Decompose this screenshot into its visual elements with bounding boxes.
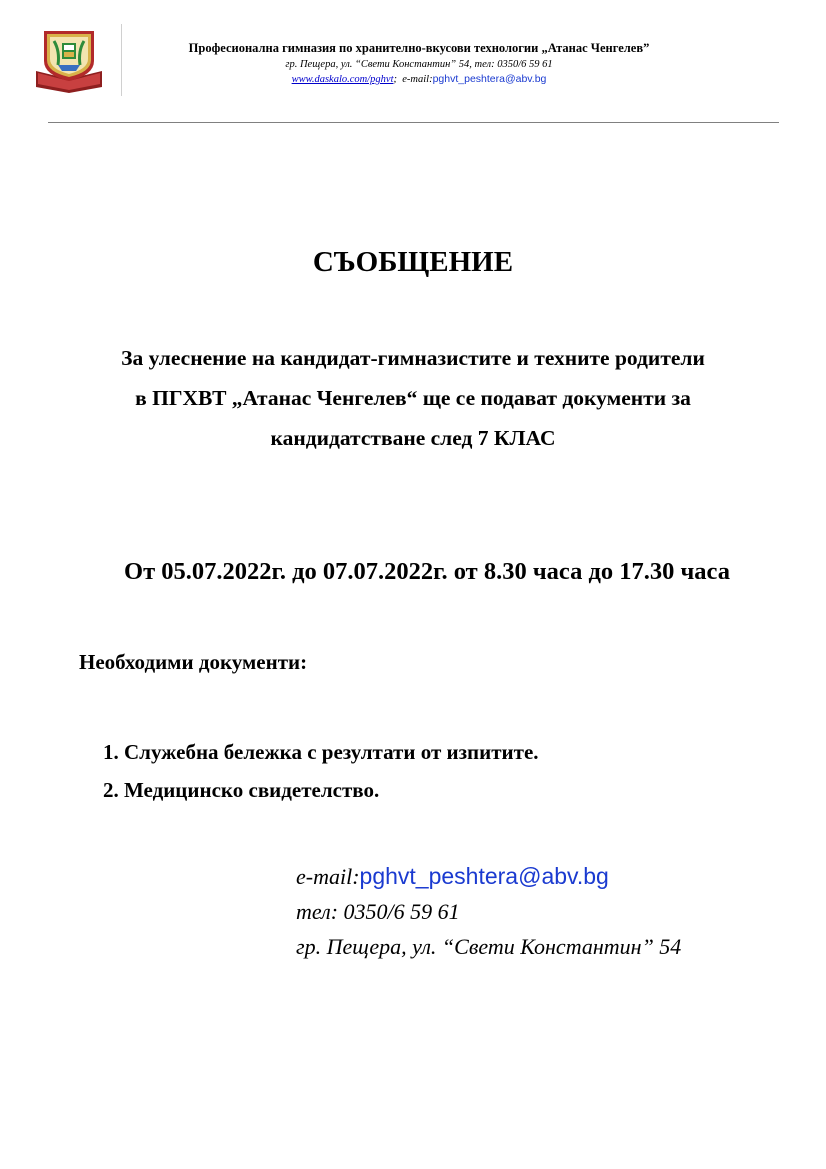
separator: ; [393,74,397,85]
intro-line-2: в ПГХВТ „Атанас Ченгелев“ ще се подават документи за [135,386,691,410]
intro-line-3: кандидатстване след 7 КЛАС [270,426,556,450]
school-crest-book-icon [34,27,104,93]
contact-line [122,72,716,87]
documents-heading: Необходими документи: [79,650,308,674]
website-link[interactable]: www.daskalo.com/pghvt [291,74,394,85]
page-title: СЪОБЩЕНИЕ [312,246,514,278]
dates-line: От 05.07.2022г. до 07.07.2022г. от 8.30 часа до 17.30 часа [124,558,730,585]
list-item: 2. Медицинско свидетелство. [103,778,380,802]
contact-email-label: e-mail: [296,864,360,889]
contact-email[interactable]: pghvt_peshtera@abv.bg [359,863,609,889]
documents-list [103,733,539,809]
intro-line-1: За улеснение на кандидат-гимназистите и техните родители [121,346,705,370]
intro-paragraph [60,338,766,458]
header-email[interactable]: pghvt_peshtera@abv.bg [432,73,547,85]
header-rule [48,122,779,123]
contact-email-line [296,859,681,894]
list-item: 1. Служебна бележка с резултати от изпитите. [103,740,539,764]
school-name: Професионална гимназия по хранително-вкусови технологии „Атанас Ченгелев” [188,41,650,55]
contact-block [296,859,681,964]
email-label: e-mail: [402,74,433,85]
school-address: гр. Пещера, ул. “Свети Константин” 54, тел: 0350/6 59 61 [285,59,553,70]
contact-address: гр. Пещера, ул. “Свети Константин” 54 [296,934,682,959]
letterhead [122,40,716,87]
contact-phone: тел: 0350/6 59 61 [296,899,460,924]
